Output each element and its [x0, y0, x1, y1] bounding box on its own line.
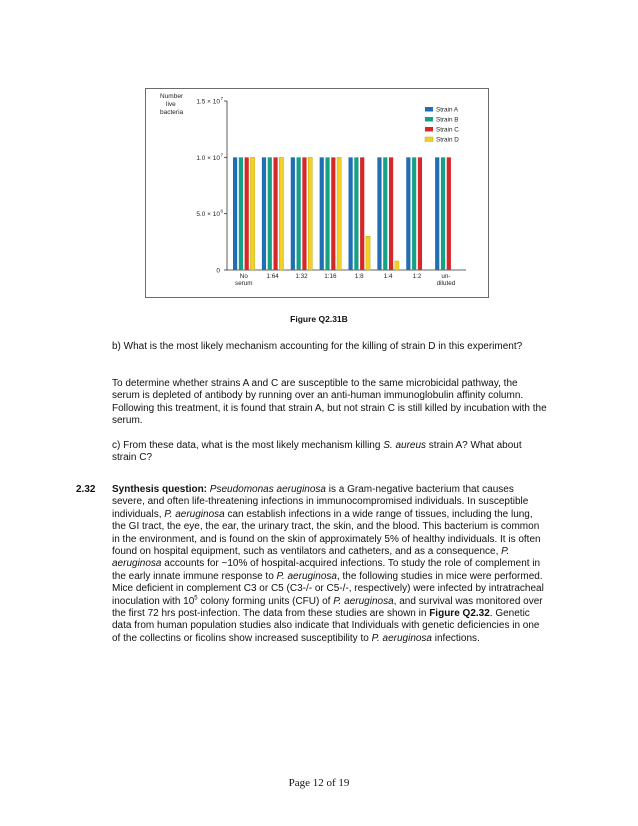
q232-text-1: is a Gram-negative bacterium that causes severe, and often life-threatening infections in immunocompromised individuals. In susceptible individuals,	[112, 484, 529, 520]
q232-text-4: , the following studies in mice were performed. Mice deficient in complement C3 or C5 (C3-/- or C5-/-, respectively) were infected by intratracheal inoculation with 10	[112, 570, 544, 607]
bar	[279, 157, 283, 270]
y-tick-exponent: 7	[220, 96, 223, 101]
figure-q2-31b	[145, 88, 489, 298]
question-c-text-2: strain A? What about strain C?	[112, 440, 522, 464]
synthesis-label: Synthesis question:	[112, 484, 208, 495]
q232-text-5: colony forming units (CFU) of	[197, 595, 334, 607]
legend-label: Strain D	[436, 136, 459, 144]
question-c-text-1: c) From these data, what is the most likely mechanism killing	[112, 440, 384, 451]
x-tick-label: 1:32	[295, 273, 308, 280]
organism-short: P. aeruginosa	[112, 546, 510, 570]
legend-swatch	[425, 117, 433, 122]
bar	[262, 157, 266, 270]
bar	[435, 157, 439, 270]
page-footer: Page 12 of 19	[288, 777, 350, 789]
bar	[377, 157, 381, 270]
x-tick-label: diluted	[436, 280, 456, 287]
legend-label: Strain A	[436, 106, 459, 114]
figure-reference: Figure Q2.32	[429, 608, 490, 620]
bar	[418, 157, 422, 270]
bar	[354, 157, 358, 270]
x-tick-label: No	[239, 273, 248, 280]
y-tick-label: 5.0 × 10	[196, 211, 220, 219]
y-tick-label: 1.5 × 10	[196, 98, 220, 106]
q232-text-8: infections.	[432, 632, 480, 644]
legend-label: Strain B	[436, 116, 459, 124]
bar	[349, 157, 353, 270]
bar	[331, 157, 335, 270]
x-tick-label: 1:4	[383, 273, 393, 280]
q232-text-2: can establish infections in a wide range of tissues, including the lung, the GI tract, the eye, the ear, the urinary tract, the skin, and the blood. This bacterium is common in the environment, and is found on the skin of approximately 5% of healthy individuals. It is often found on hospital equipment, such as ventilators and catheters, and as a consequence,	[112, 508, 541, 558]
bar	[291, 157, 295, 270]
bar	[320, 157, 324, 270]
bar	[441, 157, 445, 270]
bar	[302, 157, 306, 270]
bar	[366, 236, 370, 270]
bar	[297, 157, 301, 270]
bar	[273, 157, 277, 270]
bar	[325, 157, 329, 270]
bar	[250, 157, 254, 270]
bar	[337, 157, 341, 270]
y-tick-label: 0	[216, 267, 220, 275]
x-tick-label: 1:64	[266, 273, 279, 280]
bar	[406, 157, 410, 270]
bar	[360, 157, 364, 270]
legend-label: Strain C	[436, 126, 459, 134]
q232-text-6: , and survival was monitored over the first 72 hrs post-infection. The data from these studies are shown in	[112, 595, 543, 620]
y-tick-exponent: 7	[220, 152, 223, 158]
organism-name: Pseudomonas aeruginosa	[209, 484, 326, 495]
q232-text-7: . Genetic data from human population studies also indicate that Individuals with genetic deficiencies in one of the collectins or ficolins show increased susceptibility to	[112, 608, 540, 644]
x-tick-label: 1:16	[324, 273, 337, 280]
q232-text-3: accounts for ~10% of hospital-acquired infections. To study the role of complement in the early innate immune response to	[112, 558, 541, 582]
figure-caption: Figure Q2.31B	[290, 314, 348, 324]
legend-swatch	[425, 137, 433, 142]
y-tick-label: 1.0 × 10	[196, 154, 220, 162]
cfu-exponent: 5	[194, 595, 198, 602]
bar	[389, 157, 393, 270]
legend-swatch	[425, 127, 433, 132]
bar	[233, 157, 237, 270]
question-number: 2.32	[76, 484, 96, 495]
bar	[308, 157, 312, 270]
organism-short: P. aeruginosa	[333, 595, 394, 607]
organism-short: P. aeruginosa	[371, 632, 432, 644]
bar	[245, 157, 249, 270]
bar	[383, 157, 387, 270]
organism-short: P. aeruginosa	[276, 570, 337, 582]
bar	[395, 261, 399, 270]
question-c-organism: S. aureus	[383, 440, 427, 451]
y-axis-label: bacteria	[160, 109, 184, 116]
organism-short: P. aeruginosa	[164, 508, 225, 520]
legend-swatch	[425, 107, 433, 112]
question-b: b) What is the most likely mechanism accounting for the killing of strain D in this experiment?	[112, 341, 523, 352]
bar	[447, 157, 451, 270]
question-c	[112, 440, 548, 465]
bar	[239, 157, 243, 270]
x-tick-label: 1:8	[354, 273, 364, 280]
y-axis-label: live	[166, 101, 176, 108]
y-axis-label: Number	[160, 93, 184, 100]
bar-chart	[146, 89, 490, 299]
setup-paragraph: To determine whether strains A and C are susceptible to the same microbicidal pathway, the serum is depleted of antibody by running over an anti-human immunoglobulin affinity column. Following this treatment, it is found that strain A, but not strain C is still killed by incubation with the serum.	[112, 378, 547, 427]
x-tick-label: serum	[235, 280, 253, 287]
bar	[268, 157, 272, 270]
y-tick-exponent: 6	[220, 208, 223, 214]
x-tick-label: 1:2	[412, 273, 422, 280]
bar	[412, 157, 416, 270]
x-tick-label: un-	[441, 273, 451, 280]
question-2-32	[112, 484, 548, 645]
